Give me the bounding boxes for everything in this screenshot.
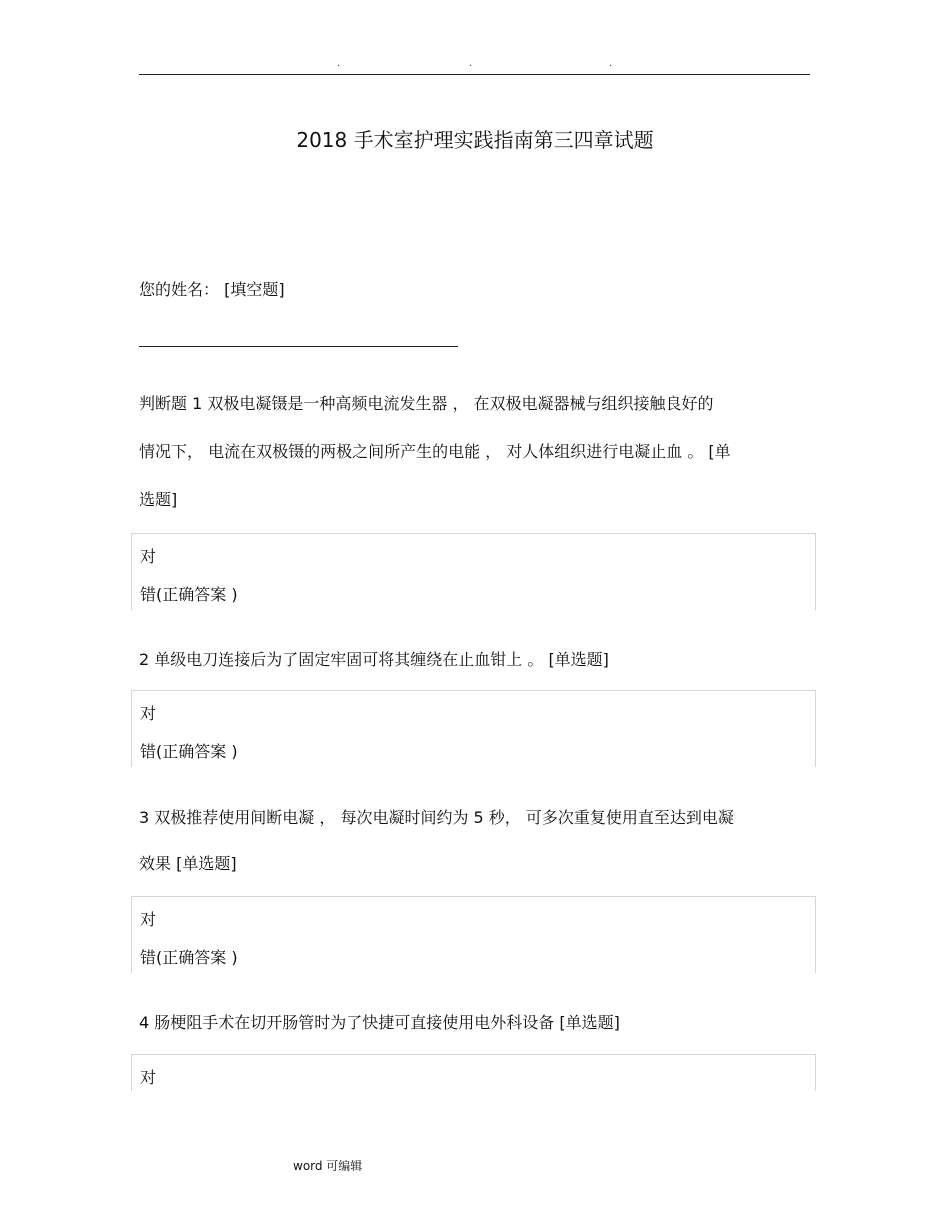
header-dot: . xyxy=(609,58,613,69)
option-false-correct[interactable]: 错(正确答案 ) xyxy=(140,585,238,604)
question-3-options xyxy=(131,896,816,973)
question-2-options xyxy=(131,690,816,767)
question-4-line-1: 4 肠梗阻手术在切开肠管时为了快捷可直接使用电外科设备 [单选题] xyxy=(139,1013,620,1032)
question-2-line-1: 2 单级电刀连接后为了固定牢固可将其缠绕在止血钳上 。 [单选题] xyxy=(139,650,609,669)
option-true[interactable]: 对 xyxy=(140,910,157,929)
option-true[interactable]: 对 xyxy=(140,1068,157,1087)
option-false-correct[interactable]: 错(正确答案 ) xyxy=(140,742,238,761)
question-3-line-1: 3 双极推荐使用间断电凝 ， 每次电凝时间约为 5 秒， 可多次重复使用直至达到电凝 xyxy=(139,808,734,827)
question-1-line-1: 判断题 1 双极电凝镊是一种高频电流发生器 ， 在双极电凝器械与组织接触良好的 xyxy=(139,394,714,413)
question-1-line-3: 选题] xyxy=(139,490,178,509)
header-dot: . xyxy=(469,58,473,69)
footer-text: word 可编辑 xyxy=(293,1159,363,1173)
option-true[interactable]: 对 xyxy=(140,704,157,723)
option-false-correct[interactable]: 错(正确答案 ) xyxy=(140,948,238,967)
question-3-line-2: 效果 [单选题] xyxy=(139,854,237,873)
document-title: 2018 手术室护理实践指南第三四章试题 xyxy=(296,128,654,152)
question-1-options xyxy=(131,533,816,610)
option-true[interactable]: 对 xyxy=(140,547,157,566)
name-answer-line[interactable] xyxy=(139,346,458,347)
header-rule xyxy=(139,74,810,75)
name-field-label: 您的姓名： [填空题] xyxy=(139,280,285,299)
header-dot: . xyxy=(337,58,341,69)
question-1-line-2: 情况下， 电流在双极镊的两极之间所产生的电能 ， 对人体组织进行电凝止血 。 [单 xyxy=(139,442,731,461)
question-4-options xyxy=(131,1054,816,1091)
